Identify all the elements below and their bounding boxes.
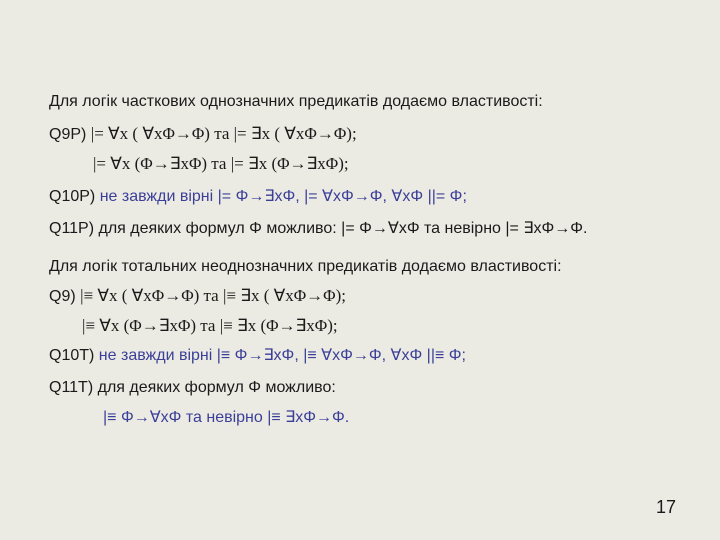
q10t-text: не завжди вірні |≡ Φ→∃xΦ, |≡ ∀xΦ→Φ, ∀xΦ ||≡ Φ; — [98, 347, 466, 364]
q11p-label: Q11P) для деяких формул Φ можливо: — [49, 220, 342, 237]
q9-formula-2: |≡ ∀x (Φ→∃xΦ) та |≡ ∃x (Φ→∃xΦ); — [82, 316, 338, 335]
q9p-line — [49, 124, 357, 145]
q9-line — [49, 286, 346, 307]
q11p-formula: |= Φ→∀xΦ та невірно |= ∃xΦ→Φ. — [341, 220, 588, 237]
page-number: 17 — [655, 497, 676, 517]
q10p-line — [49, 187, 467, 207]
q10t-label: Q10T) — [49, 347, 99, 364]
q11t-line: Q11T) для деяких формул Φ можливо: — [49, 379, 336, 396]
q9p-formula: |= ∀x ( ∀xΦ→Φ) та |= ∃x ( ∀xΦ→Φ); — [90, 124, 357, 143]
total-heading: Для логік тотальних неоднозначних предикатів додаємо властивості: — [49, 258, 562, 275]
partial-heading: Для логік часткових однозначних предикатів додаємо властивості: — [49, 93, 543, 110]
q10p-text: не завжди вірні |= Φ→∃xΦ, |= ∀xΦ→Φ, ∀xΦ ||= Φ; — [99, 188, 467, 205]
q9p-label: Q9P) — [49, 126, 91, 143]
q11t-text: |≡ Φ→∀xΦ та невірно |≡ ∃xΦ→Φ. — [103, 409, 350, 426]
q9p-formula-2: |= ∀x (Φ→∃xΦ) та |= ∃x (Φ→∃xΦ); — [93, 154, 349, 173]
q10t-line — [49, 346, 466, 366]
q9-label: Q9) — [49, 288, 81, 305]
q9-formula: |≡ ∀x ( ∀xΦ→Φ) та |≡ ∃x ( ∀xΦ→Φ); — [80, 286, 346, 305]
q11p-line — [49, 219, 587, 239]
q10p-label: Q10P) — [49, 188, 100, 205]
